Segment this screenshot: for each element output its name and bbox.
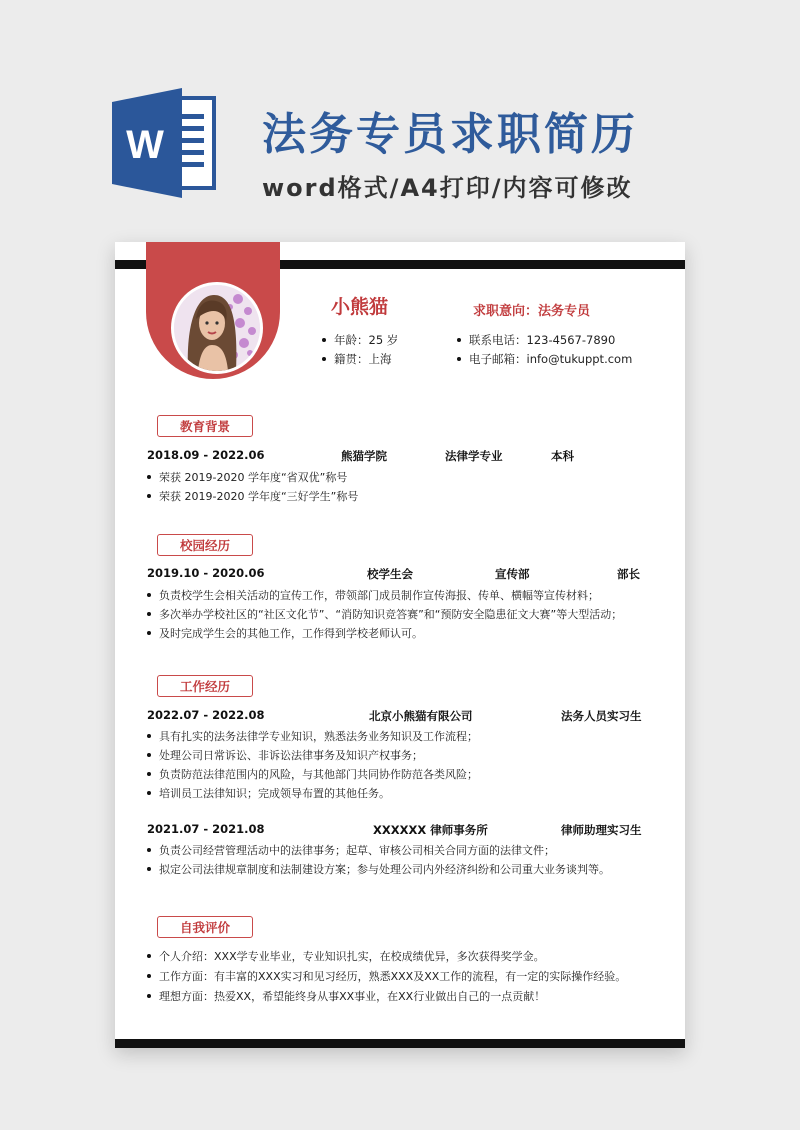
list-item: 个人介绍：XXX学专业毕业，专业知识扎实，在校成绩优异，多次获得奖学金。 [147,948,545,964]
education-major: 法律学专业 [445,449,503,463]
candidate-name: 小熊猫 [331,296,389,318]
list-item: 负责防范法律范围内的风险，与其他部门共同协作防范各类风险； [147,766,478,782]
job-role: 律师助理实习生 [561,823,642,837]
section-heading-campus: 校园经历 [157,534,253,556]
campus-org: 校学生会 [367,567,413,581]
info-age: 年龄：25 岁 [322,332,398,348]
job-role: 法务人员实习生 [561,709,642,723]
job-date: 2021.07 - 2021.08 [147,822,265,836]
list-item: 工作方面：有丰富的XXX实习和见习经历，熟悉XXX及XX工作的流程，有一定的实际操作经验。 [147,968,626,984]
list-item: 负责公司经营管理活动中的法律事务；起草、审核公司相关合同方面的法律文件； [147,842,555,858]
section-heading-self: 自我评价 [157,916,253,938]
education-degree: 本科 [551,449,574,463]
bottom-divider-bar [115,1039,685,1048]
job-company: XXXXXX 律师事务所 [373,823,488,837]
education-school: 熊猫学院 [341,449,387,463]
list-item: 具有扎实的法务法律学专业知识，熟悉法务业务知识及工作流程； [147,728,478,744]
list-item: 拟定公司法律规章制度和法制建设方案；参与处理公司内外经济纠纷和公司重大业务谈判等。 [147,861,610,877]
job-date: 2022.07 - 2022.08 [147,708,265,722]
list-item: 负责校学生会相关活动的宣传工作，带领部门成员制作宣传海报、传单、横幅等宣传材料； [147,587,599,603]
list-item: 培训员工法律知识；完成领导布置的其他任务。 [147,785,390,801]
campus-dept: 宣传部 [495,567,530,581]
education-date: 2018.09 - 2022.06 [147,448,265,462]
profile-photo [171,282,263,374]
list-item: 理想方面：热爱XX，希望能终身从事XX事业，在XX行业做出自己的一点贡献！ [147,988,545,1004]
list-item: 处理公司日常诉讼、非诉讼法律事务及知识产权事务； [147,747,423,763]
campus-role: 部长 [617,567,640,581]
job-company: 北京小熊猫有限公司 [369,709,473,723]
word-document-icon [112,88,220,198]
list-item: 多次举办学校社区的“社区文化节”、“消防知识竞答赛”和“预防安全隐患征文大赛”等大型活动； [147,606,622,622]
section-heading-education: 教育背景 [157,415,253,437]
section-heading-work: 工作经历 [157,675,253,697]
info-email: 电子邮箱：info@tukuppt.com [457,351,632,367]
banner-subtitle: word格式/A4打印/内容可修改 [262,174,633,202]
job-intent: 求职意向：法务专员 [473,304,591,319]
resume-sheet [115,242,685,1048]
list-item: 及时完成学生会的其他工作，工作得到学校老师认可。 [147,625,423,641]
info-phone: 联系电话：123-4567-7890 [457,332,615,348]
banner-title: 法务专员求职简历 [262,109,638,160]
list-item: 荣获 2019-2020 学年度“省双优”称号 [147,469,347,485]
word-icon-letter: W [126,123,164,167]
info-hometown: 籍贯：上海 [322,351,392,367]
campus-date: 2019.10 - 2020.06 [147,566,265,580]
list-item: 荣获 2019-2020 学年度“三好学生”称号 [147,488,358,504]
